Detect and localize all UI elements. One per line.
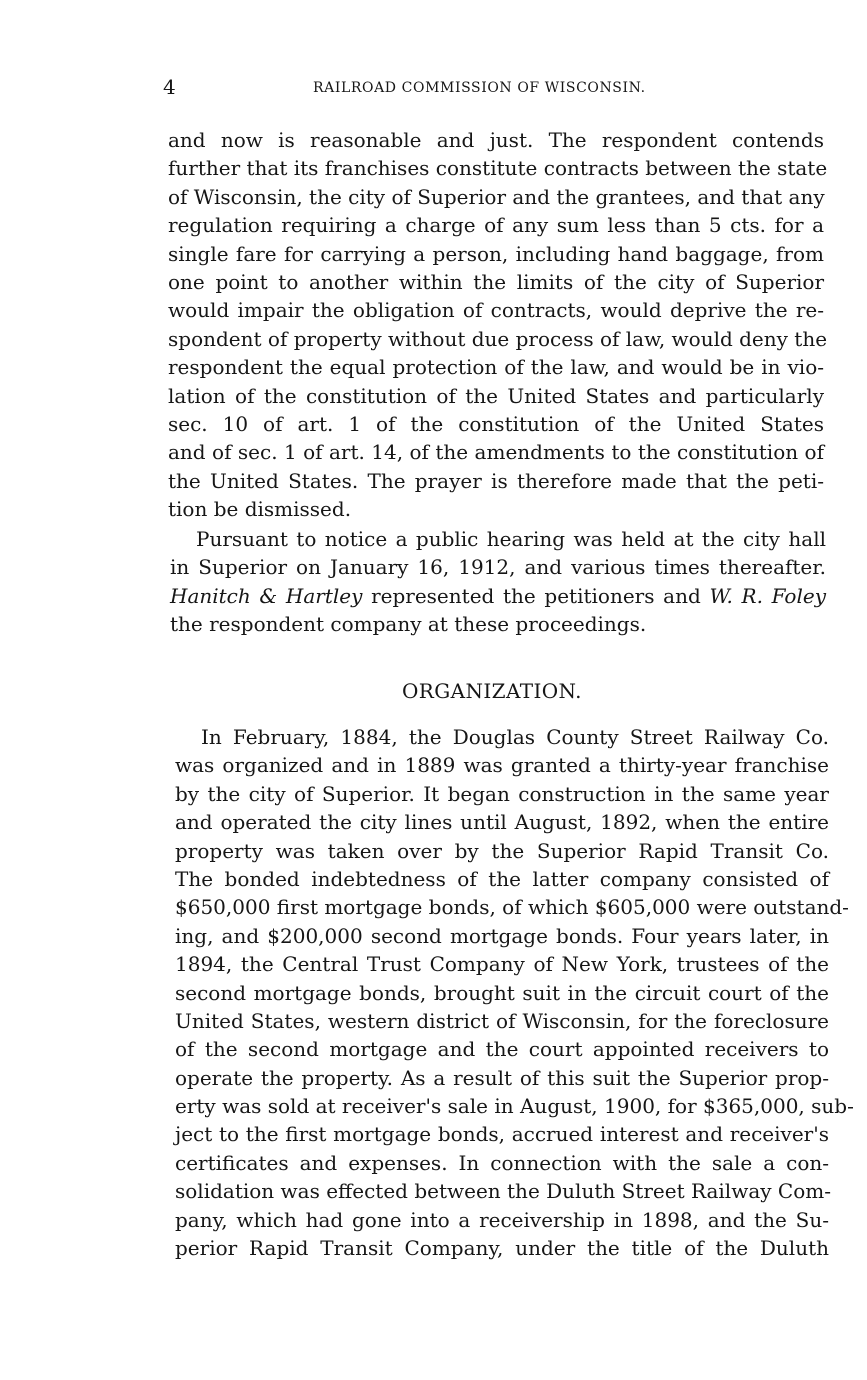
text-line: and of sec. 1 of art. 14, of the amendments to the constitution of: [168, 440, 824, 465]
text-line: ing, and $200,000 second mortgage bonds. Four years later, in: [175, 923, 829, 948]
text-line: United States, western district of Wisconsin, for the foreclosure: [175, 1008, 829, 1033]
text-line: one point to another within the limits of the city of Superior: [168, 269, 824, 294]
text-line: In February, 1884, the Douglas County Street Railway Co.: [201, 725, 829, 749]
counsel-connector-text: represented the petitioners and: [362, 583, 710, 608]
text-line: $650,000 first mortgage bonds, of which $605,000 were outstand-: [175, 895, 849, 920]
text-line: second mortgage bonds, brought suit in the circuit court of the: [175, 980, 829, 1005]
paragraph-organization-history: [175, 723, 854, 1262]
text-line: in Superior on January 16, 1912, and various times thereafter.: [170, 555, 826, 580]
text-line: certificates and expenses. In connection with the sale a con-: [175, 1150, 829, 1175]
text-line: single fare for carrying a person, including hand baggage, from: [168, 241, 824, 266]
text-line: solidation was effected between the Duluth Street Railway Com-: [175, 1179, 831, 1204]
text-line: erty was sold at receiver's sale in August, 1900, for $365,000, sub-: [175, 1094, 854, 1119]
page-number: 4: [163, 75, 176, 99]
counsel-petitioners: Hanitch & Hartley: [170, 583, 363, 608]
text-line: by the city of Superior. It began construction in the same year: [175, 781, 829, 806]
paragraph-public-hearing: [170, 525, 826, 639]
text-line: tion be dismissed.: [168, 497, 352, 522]
text-line: and now is reasonable and just. The respondent contends: [168, 128, 824, 152]
text-line: of the second mortgage and the court appointed receivers to: [175, 1037, 829, 1062]
text-line: Pursuant to notice a public hearing was held at the city hall: [196, 527, 826, 551]
text-line: lation of the constitution of the United States and particularly: [168, 383, 824, 408]
counsel-respondent: W. R. Foley: [709, 583, 826, 608]
text-line: was organized and in 1889 was granted a thirty-year franchise: [175, 753, 829, 778]
text-line: regulation requiring a charge of any sum less than 5 cts. for a: [168, 213, 824, 238]
text-line: property was taken over by the Superior Rapid Transit Co.: [175, 838, 829, 863]
text-line: further that its franchises constitute contracts between the state: [168, 156, 828, 181]
text-line: perior Rapid Transit Company, under the title of the Duluth: [175, 1236, 829, 1261]
text-line: The bonded indebtedness of the latter company consisted of: [175, 866, 829, 891]
text-line: the United States. The prayer is therefore made that the peti-: [168, 468, 824, 493]
text-line-counsel: [170, 582, 826, 610]
text-line: of Wisconsin, the city of Superior and the grantees, and that any: [168, 184, 825, 209]
text-line: spondent of property without due process of law, would deny the: [168, 326, 828, 351]
text-line: pany, which had gone into a receivership in 1898, and the Su-: [175, 1207, 829, 1232]
paragraph-respondent-contention: [168, 126, 828, 523]
text-line: sec. 10 of art. 1 of the constitution of the United States: [168, 411, 824, 436]
text-line: and operated the city lines until August, 1892, when the entire: [175, 810, 829, 835]
page-header: [163, 74, 675, 102]
text-line: 1894, the Central Trust Company of New York, trustees of the: [175, 952, 829, 977]
running-head: RAILROAD COMMISSION OF WISCONSIN.: [313, 80, 646, 96]
text-line: would impair the obligation of contracts, would deprive the re-: [168, 298, 824, 323]
text-line: the respondent company at these proceedings.: [170, 612, 647, 637]
section-heading: ORGANIZATION.: [402, 679, 582, 703]
text-line: operate the property. As a result of this suit the Superior prop-: [175, 1065, 829, 1090]
text-line: ject to the first mortgage bonds, accrued interest and receiver's: [175, 1122, 829, 1147]
text-line: respondent the equal protection of the law, and would be in vio-: [168, 355, 824, 380]
